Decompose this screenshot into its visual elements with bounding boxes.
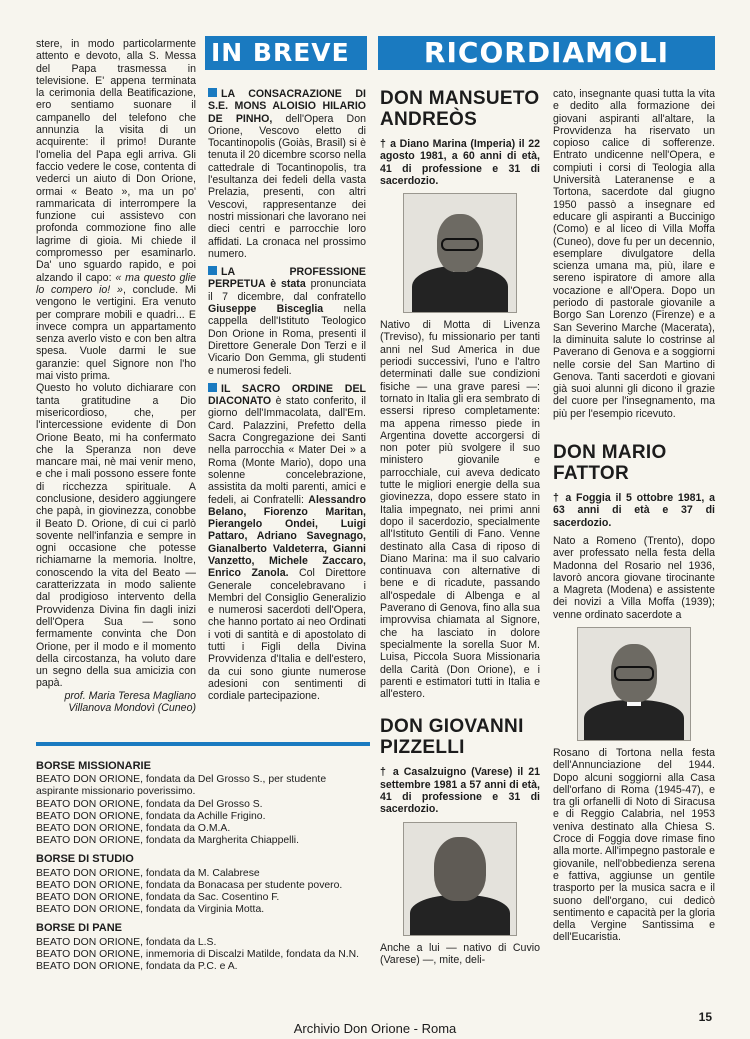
- list-item: BEATO DON ORIONE, fondata da Bonacasa per studente povero.: [36, 879, 343, 891]
- square-bullet-icon: [208, 88, 217, 97]
- obituary-name-fattor: DON MARIO FATTOR: [553, 442, 667, 485]
- section-divider: [36, 742, 370, 746]
- list-item: BEATO DON ORIONE, fondata da P.C. e A.: [36, 961, 238, 973]
- news-item-diaconato: IL SACRO ORDINE DEL DIACONATO è stato conferito, il giorno dell'Immacolata, dall'Em. Card. Palazzini, Prefetto della Sacra Congregazione dei Santi nella parrocchia « Mater Dei » a Roma (Monte Mario), dopo una solenne concelebrazione, assistita da molti parenti, amici e fedeli, ai Confratelli: Alessandro Belano, Fiorenzo Maritan, Pierangelo Ondei, Luigi Pattaro, Adriano Savegnago, Gianalberto Valdeterra, Gianni Vanzetto, Michele Zaccaro, Enrico Zanola. Col Direttore Generale concelebravano i Membri del Consiglio Generalizio e numerosi sacerdoti dell'Opera, che hanno portato ai neo Ordinati i voti di santità e di apostolato di tutti i Figli della Divina Provvidenza d'Italia e dell'estero, da cui sono giunte numerose adesioni con sentimenti di cordiale partecipazione.: [208, 382, 366, 703]
- list-item: BEATO DON ORIONE, fondata da Del Grosso S.: [36, 798, 263, 810]
- square-bullet-icon: [208, 383, 217, 392]
- list-item: BEATO DON ORIONE, fondata da L.S.: [36, 936, 217, 948]
- list-item: BEATO DON ORIONE, fondata da Margherita Chiappelli.: [36, 835, 299, 847]
- square-bullet-icon: [208, 266, 217, 275]
- list-item: BEATO DON ORIONE, fondata da Achille Frigino.: [36, 810, 266, 822]
- list-item: BEATO DON ORIONE, inmemoria di Discalzi Matilde, fondata da N.N.: [36, 948, 359, 960]
- in-breve-column: [208, 88, 366, 703]
- news-item-professione: LA PROFESSIONE PERPETUA è stata pronunciata il 7 dicembre, dal confratello Giuseppe Bisceglia nella cappella dell'Istituto Teologico Don Orione in Roma, presenti il Direttore Generale Don Terzi e il Vicario Don Gemma, gli studenti e numerosi fedeli.: [208, 266, 366, 377]
- list-item: BEATO DON ORIONE, fondata da Virginia Motta.: [36, 904, 265, 916]
- borse-pane: [36, 922, 370, 973]
- list-item: BEATO DON ORIONE, fondata da Del Grosso S., per studente aspirante missionario poverissimo.: [36, 774, 327, 798]
- letter-paragraph-2: Questo ho voluto dichiarare con tanta gratitudine a Dio misericordioso, che, per l'intercessione evidente di Don Orione Beato, mi ha confermato che la Speranza non deve mancare mai, nè mai venir meno, e che i mali possono essere fonte di ricchezza spirituale. A conclusione, desidero aggiungere che papà, in giovinezza, conobbe il Beato D. Orione, di cui ci parlò sovente nell'infanzia e sempre in ogni occasione che potesse richiamarne la memoria. Inoltre, conoscendo la vita del Beato — caratterizzata in modo saliente dal prodigioso intervento della Provvidenza Divina fin dagli inizi dell'Opera Sua — sono fermamente convinta che Don Orione, per il modo e il momento della circostanza, ha voluto dare un segno della sua amicizia con papà.: [36, 382, 196, 690]
- letter-column: [36, 38, 196, 714]
- glasses-icon: [441, 238, 479, 251]
- portrait-photo-fattor: [577, 627, 691, 741]
- portrait-photo-andreos: [403, 193, 517, 313]
- obituary-column-fattor: [553, 88, 715, 944]
- obituary-column-andreos: [380, 88, 540, 966]
- obituary-text-fattor-2: Rosano di Tortona nella festa dell'Annunciazione del 1944. Dopo alcuni soggiorni alla Casa dell'orfano di Roma (1945-47), e tra gli orfanelli di Noto di Siracusa e di Reggio Calabria, nel 1953 veniva destinato alla Chiesa S. Croce di Foggia dove rimase fino alla morte. All'impegno pastorale e giovanile, nell'obbedienza serena e fattiva, aggiunse un gentile trasporto per la musica sacra e il suono dell'organo, cui dedicò sentimento e capacità per la gloria della Vergine Santissima e dell'Eucaristia.: [553, 746, 715, 944]
- news-item-consacrazione: LA CONSACRAZIONE DI S.E. MONS ALOISIO HILARIO DE PINHO, dell'Opera Don Orione, Vescovo eletto di Tocantinopolis (Goiàs, Brasil) si è tenuta il 20 dicembre scorso nella cattedrale di Tocantinopolis, tra l'esultanza dei fedeli della vasta Prelazia, presenti, con altri Vescovi, rappresentanze dei nostri missionari che lavorano nei dieci centri e parrocchie loro affidati. La cronaca nel prossimo numero.: [208, 88, 366, 260]
- obituary-info-andreos: † a Diano Marina (Imperia) il 22 agosto 1981, a 60 anni di età, 41 di professione e 31 di sacerdozio.: [380, 138, 540, 187]
- borse-missionarie-title: BORSE MISSIONARIE: [36, 760, 151, 772]
- obituary-info-fattor: † a Foggia il 5 ottobre 1981, a 63 anni di età e 37 di sacerdozio.: [553, 492, 715, 529]
- letter-signature: prof. Maria Teresa Magliano: [64, 689, 196, 702]
- borse-studio-title: BORSE DI STUDIO: [36, 853, 134, 866]
- obituary-info-pizzelli: † a Casalzuigno (Varese) il 21 settembre 1981 a 57 anni di età, 41 di professione e 31 di sacerdozio.: [380, 766, 540, 816]
- letter-signature-place: Villanova Mondovì (Cuneo): [68, 702, 196, 715]
- list-item: BEATO DON ORIONE, fondata da M. Calabrese: [36, 867, 260, 879]
- obituary-name-andreos: DON MANSUETO ANDREÒS: [380, 88, 540, 130]
- borse-pane-title: BORSE DI PANE: [36, 922, 122, 935]
- obituary-text-fattor: Nato a Romeno (Trento), dopo aver professato nella festa della Madonna del Rosario nel 1936, lavorò ancora giovane tirocinante a Magreta (Modena) e assistente dei novizi a Villa Moffa (1939); venne ordinato sacerdote a: [553, 534, 715, 621]
- borse-section: [36, 760, 370, 979]
- letter-quote: « ma questo glie lo compero io! »: [36, 271, 196, 296]
- obituary-text-pizzelli-continued: cato, insegnante quasi tutta la vita e dedito alla formazione dei giovani aspiranti all'altare, la Provvidenza ha riservato un copioso calice di sofferenze. Entrato undicenne nell'Opera, e compiuti i corsi di Teologia alla Università Lateranense e a Tortona, sacerdote dal giugno 1950 passò a insegnare ed educare gli aspiranti a Buccinigo (Como) e al liceo di Villa Moffa (Cuneo), dove fu per un decennio, esemplare divulgatore della scienza umana ma, più, ilare e sereno ispiratore di amore alla vocazione e all'Opera. Dopo un periodo di pastorale giovanile a Borgo San Lorenzo (Firenze) e a San Severino Marche (Macerata), la diminuita salute lo costrinse al Paverano di Genova e a soggiorni nelle corsie del San Martino di Genova. Tanti sacerdoti e giovani già suoi alunni gli dicono il grazie del cuore per l'insegnamento, ma più per l'esempio ricevuto.: [553, 88, 715, 420]
- page-number: 15: [698, 1010, 712, 1024]
- obituary-text-pizzelli: Anche a lui — nativo di Cuvio (Varese) —, mite, deli-: [380, 941, 540, 966]
- glasses-icon: [614, 666, 654, 681]
- obituary-text-andreos: Nativo di Motta di Livenza (Treviso), fu missionario per tanti anni nel Sud America in due periodi successivi, l'uno e l'altro determinati dalle sue condizioni fisiche — una grave paresi —: tornato in Italia gli era sembrato di essersi ripreso completamente: ma appena rimesso piede in Argentina dovette accorgersi di non poter più svolgere il suo ministero giovanile e parrocchiale, cui aveva dedicato tutte le migliori energie della sua giovinezza, dopo essere stato in Italia impegnato, nei primi anni dopo il sacerdozio, specialmente all'Istituto Gentili di Fano. Venne destinato alla Casa di riposo di Diano Marina: ma il suo calvario continuava con alternative di bene e di ricadute, passando all'ospedale di Albenga e al Paverano di Genova, fino alla sua improvvisa chiamata al Signore, che ha lasciato in dolore specialmente la sorella Suor M. Luisa, Piccola Suora Missionaria della Carità (Don Orione), e i parenti e estimatori tutti in Italia e all'estero.: [380, 319, 540, 701]
- portrait-photo-pizzelli: [403, 822, 517, 936]
- in-breve-banner: IN BREVE: [205, 36, 367, 70]
- borse-missionarie: [36, 760, 370, 847]
- list-item: BEATO DON ORIONE, fondata da Sac. Cosentino F.: [36, 892, 280, 904]
- list-item: BEATO DON ORIONE, fondata da O.M.A.: [36, 823, 231, 835]
- letter-paragraph: stere, in modo particolarmente attento e devoto, alla S. Messa del Papa trasmessa in televisione. E' appena terminata la cerimonia della Beatificazione, ero sentiamo suonare il campanello del telefono che annunzia la visita di un acquirente: il primo! Durante l'omelia del Papa egli arriva. Gli faccio vedere le cose, contenta di vederci un aiuto di Don Orione, ormai « Beato », ma un po' rammaricata di interrompere la funzione cui assistevo con profonda commozione fino alle lagrime di gioia. Mi chiede il compromesso per esaminarlo. Da' uno sguardo rapido, e poi alzando il capo: « ma questo glie lo compero io! », conclude. Mi vengono le vertigini. Era venuto per comprare mobili e quadri... E invece compra un appartamento senza averlo visto e con ben altra spesa. Vuole darmi le sue garanzie: quel Signore non l'ho mai visto prima.: [36, 38, 197, 383]
- archive-footer: Archivio Don Orione - Roma: [293, 1021, 457, 1036]
- obituary-name-pizzelli: DON GIOVANNI PIZZELLI: [380, 716, 524, 759]
- borse-studio: [36, 853, 370, 916]
- ricordiamoli-banner: RICORDIAMOLI: [378, 36, 715, 70]
